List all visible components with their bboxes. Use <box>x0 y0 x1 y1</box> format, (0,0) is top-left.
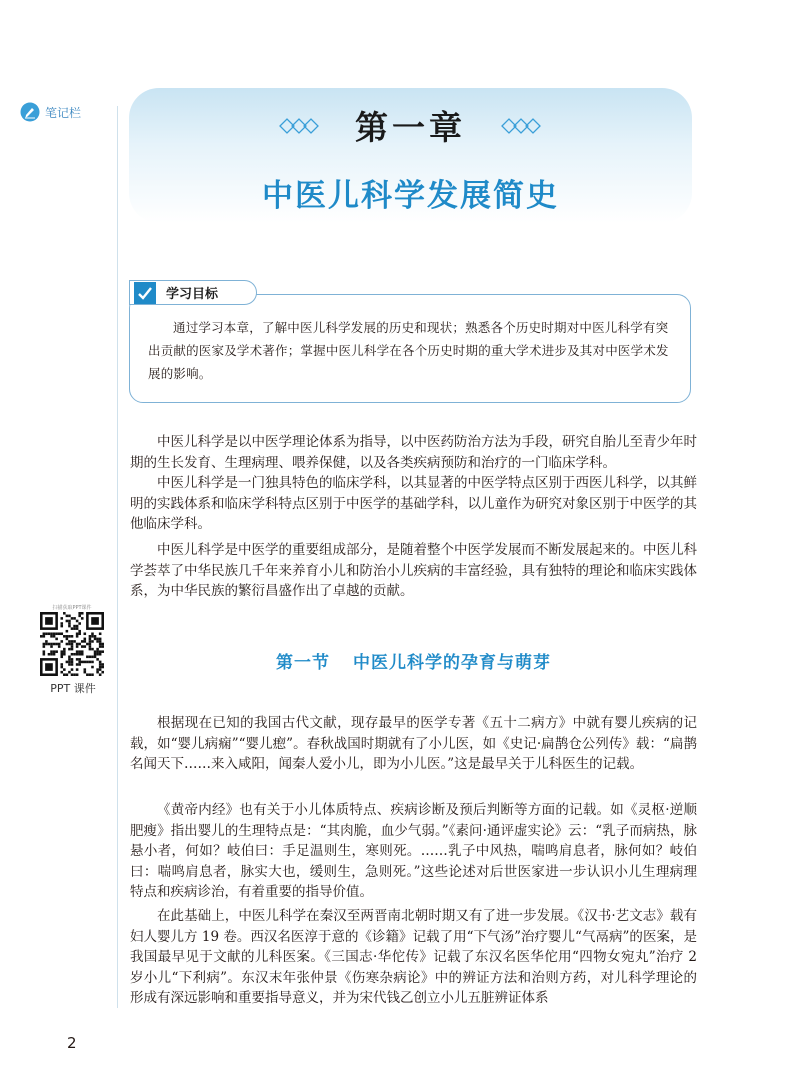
intro-paragraph: 中医儿科学是一门独具特色的临床学科，以其显著的中医学特点区别于西医儿科学，以其鲜明的实践体系和临床学科特点区别于中医学的基础学科，以儿童作为研究对象区别于中医学的其他临床学科。 <box>130 475 697 532</box>
section-paragraph: 在此基础上，中医儿科学在秦汉至两晋南北朝时期又有了进一步发展。《汉书·艺文志》载有妇人婴儿方 19 卷。西汉名医淳于意的《诊籍》记载了用“下气汤”治疗婴儿“气鬲病”的医案，是我国最早见于文献的儿科医案。《三国志·华佗传》记载了东汉名医华佗用“四物女宛丸”治疗 2 岁小儿“下利病”。东汉末年张仲景《伤寒杂病论》中的辨证方法和治则方药，对儿科学理论的形成有深远影响和重要指导意义，并为宋代钱乙创立小儿五脏辨证体系 <box>130 908 697 1006</box>
pen-icon <box>20 102 40 122</box>
qr-caption: PPT 课件 <box>50 682 96 695</box>
notes-label-text: 笔记栏 <box>45 105 82 120</box>
section-heading: 第一节 中医儿科学的孕育与萌芽 <box>276 653 551 673</box>
chapter-number: 第一章 <box>355 108 466 147</box>
section-paragraph: 《黄帝内经》也有关于小儿体质特点、疾病诊断及预后判断等方面的记载。如《灵枢·逆顺肥瘦》指出婴儿的生理特点是：“其肉脆，血少气弱。”《素问·通评虚实论》云：“乳子而病热，脉悬小者，何如？岐伯曰：手足温则生，寒则死。……乳子中风热，喘鸣肩息者，脉何如？岐伯曰：喘鸣肩息者，脉实大也，缓则生，急则死。”这些论述对后世医家进一步认识小儿生理病理特点和疾病诊治，有着重要的指导价值。 <box>130 802 697 900</box>
diamond-ornament-icon <box>501 118 543 134</box>
objectives-tab <box>129 280 257 305</box>
notes-column-divider <box>117 106 118 1008</box>
chapter-title: 中医儿科学发展简史 <box>262 178 559 214</box>
page-number: 2 <box>67 1034 77 1052</box>
qr-code[interactable] <box>40 612 104 676</box>
objectives-label: 学习目标 <box>166 287 219 302</box>
notes-column-label <box>20 102 81 122</box>
intro-paragraph: 中医儿科学是以中医学理论体系为指导，以中医药防治方法为手段，研究自胎儿至青少年时期的生长发育、生理病理、喂养保健，以及各类疾病预防和治疗的一门临床学科。 <box>130 434 697 471</box>
section-paragraph: 根据现在已知的我国古代文献，现存最早的医学专著《五十二病方》中就有婴儿疾病的记载，如“婴儿病痫”“婴儿瘛”。春秋战国时期就有了小儿医，如《史记·扁鹊仓公列传》载：“扁鹊名闻天下……来入咸阳，闻秦人爱小儿，即为小儿医。”这是最早关于儿科医生的记载。 <box>130 715 697 772</box>
check-icon <box>134 282 156 304</box>
intro-paragraph: 中医儿科学是中医学的重要组成部分，是随着整个中医学发展而不断发展起来的。中医儿科学荟萃了中华民族几千年来养育小儿和防治小儿疾病的丰富经验，具有独特的理论和临床实践体系，为中华民族的繁衍昌盛作出了卓越的贡献。 <box>130 542 697 599</box>
objectives-text: 通过学习本章，了解中医儿科学发展的历史和现状；熟悉各个历史时期对中医儿科学有突出贡献的医家及学术著作；掌握中医儿科学在各个历史时期的重大学术进步及其对中医学术发展的影响。 <box>148 320 669 381</box>
chapter-header <box>129 88 692 223</box>
qr-small-text: 扫描获取PPT课件 <box>52 605 92 611</box>
